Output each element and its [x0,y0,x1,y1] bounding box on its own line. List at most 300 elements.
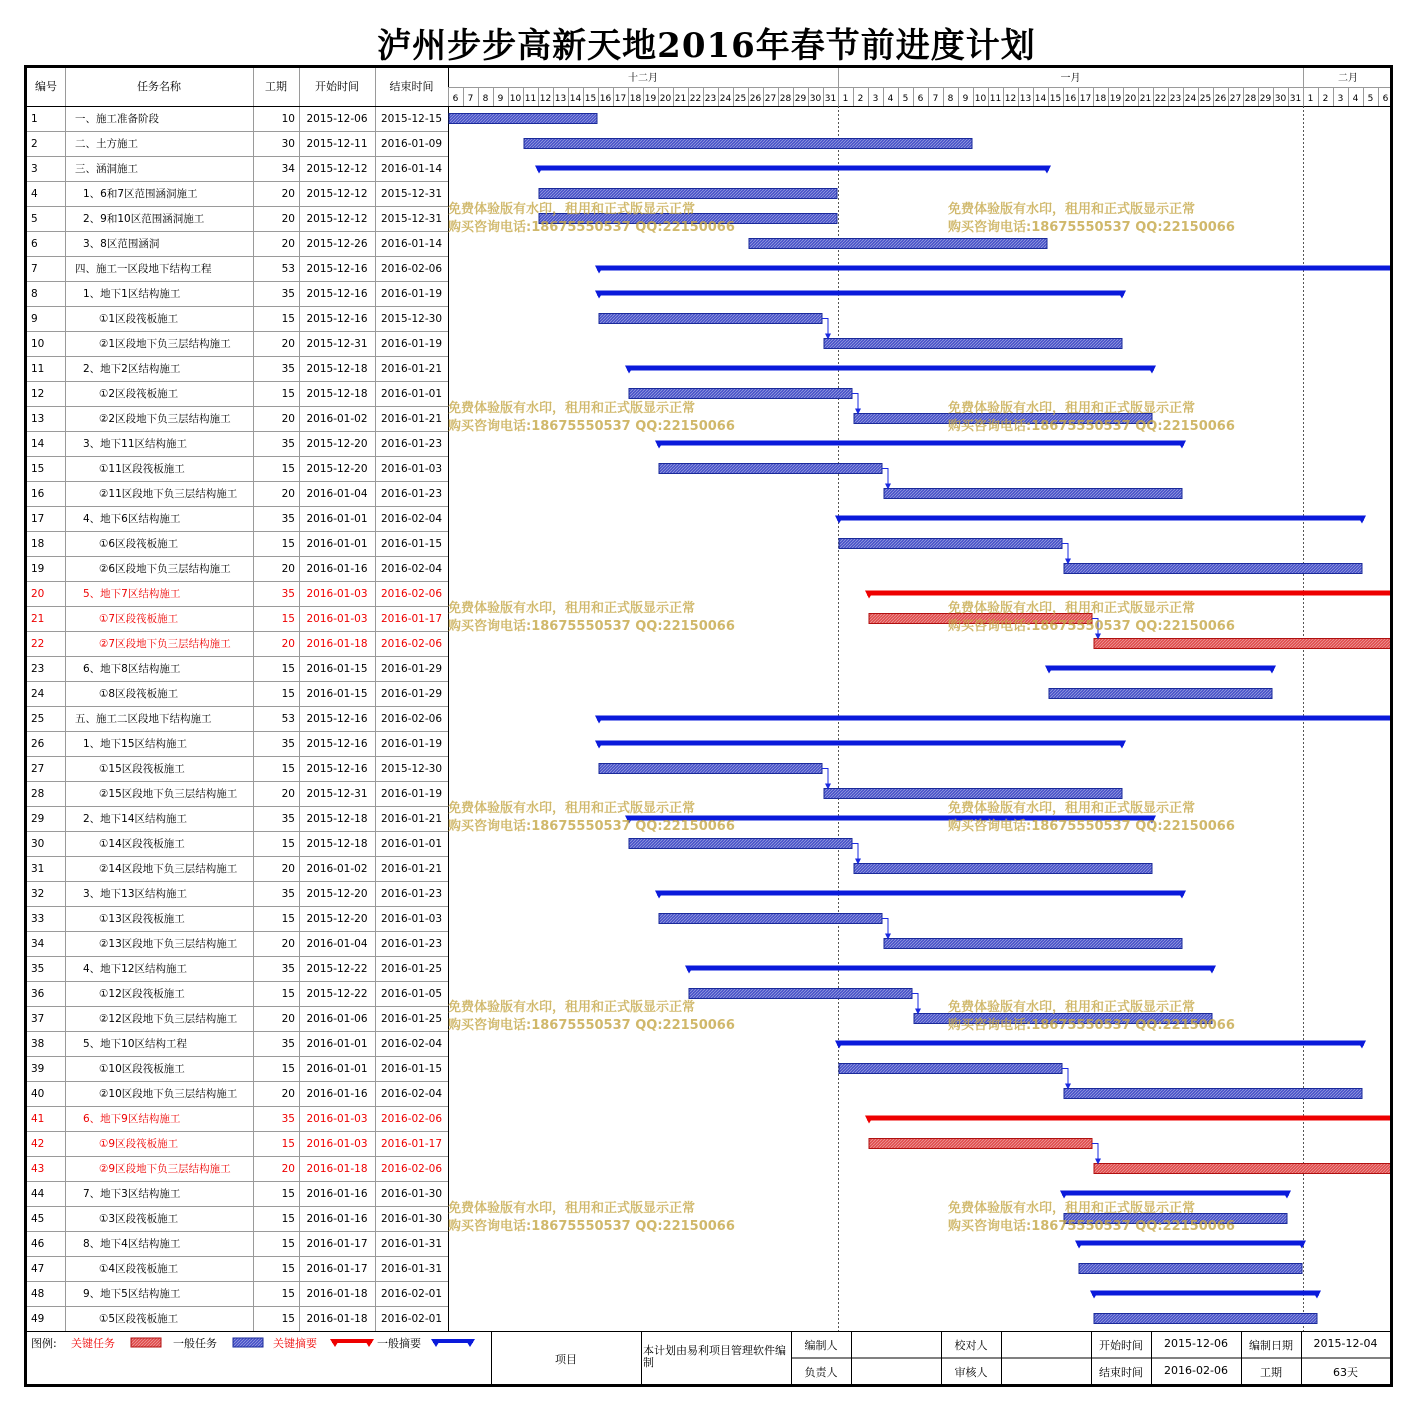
task-name: 2、地下2区结构施工 [83,363,181,375]
task-name: ①3区段筏板施工 [99,1213,179,1225]
watermark [948,800,1235,836]
task-start: 2015-12-16 [306,763,368,775]
watermark [448,1200,735,1236]
task-name: ①13区段筏板施工 [99,913,185,925]
task-duration: 10 [281,113,295,125]
legend-swatch-normal-task [233,1338,263,1347]
task-id: 43 [31,1163,45,1175]
dependency-link [882,919,888,936]
task-id: 31 [31,863,45,875]
task-end: 2016-01-19 [380,338,443,350]
task-duration: 35 [281,1113,295,1125]
task-start: 2015-12-20 [306,888,368,900]
task-start: 2016-01-03 [306,1113,368,1125]
task-end: 2016-02-06 [380,1113,443,1125]
task-name: 6、地下8区结构施工 [83,663,181,675]
watermark-line1: 免费体验版有水印，租用和正式版显示正常 [448,1201,696,1216]
task-duration: 15 [281,838,295,850]
day-label: 2 [1322,94,1329,104]
day-label: 8 [482,94,489,104]
day-label: 21 [1139,94,1152,104]
task-name: 9、地下5区结构施工 [83,1288,181,1300]
task-name: ②11区段地下负三层结构施工 [99,488,238,500]
end-value: 2016-02-06 [1164,1363,1228,1377]
task-duration: 20 [281,338,295,350]
task-bar [839,539,1062,549]
task-name: ②2区段地下负三层结构施工 [99,413,231,425]
watermark-line2: 购买咨询电话:18675550537 QQ:22150066 [948,1219,1235,1234]
task-duration: 15 [281,663,295,675]
task-name: 7、地下3区结构施工 [83,1188,181,1200]
task-end: 2016-01-29 [380,688,443,700]
task-start: 2016-01-15 [306,663,368,675]
day-label: 10 [509,94,522,104]
task-duration: 20 [281,563,295,575]
day-label: 10 [974,94,987,104]
task-name: ②7区段地下负三层结构施工 [99,638,231,650]
day-label: 17 [614,94,627,104]
date-label: 编制日期 [1249,1339,1293,1352]
task-end: 2016-01-31 [380,1263,443,1275]
task-end: 2016-02-01 [380,1288,443,1300]
watermark [448,400,735,436]
task-duration: 15 [281,1188,295,1200]
day-label: 23 [1169,94,1182,104]
summary-bar [627,366,1154,371]
dependency-link [912,994,918,1011]
task-end: 2016-01-21 [380,813,443,825]
task-id: 19 [31,563,45,575]
watermark [448,600,735,636]
task-duration: 30 [281,138,295,150]
task-duration: 15 [281,1313,295,1325]
task-name: ②9区段地下负三层结构施工 [99,1163,231,1175]
task-start: 2015-12-16 [306,713,368,725]
task-id: 42 [31,1138,45,1150]
task-start: 2015-12-12 [306,163,368,175]
day-label: 30 [1274,94,1287,104]
watermark-line1: 免费体验版有水印，租用和正式版显示正常 [948,1000,1196,1015]
day-label: 3 [872,94,879,104]
watermark-line2: 购买咨询电话:18675550537 QQ:22150066 [948,1018,1235,1033]
task-name: ①6区段筏板施工 [99,538,179,550]
task-end: 2016-01-15 [380,1063,443,1075]
task-end: 2016-01-29 [380,663,443,675]
day-label: 13 [1019,94,1032,104]
task-bar [539,189,837,199]
task-duration: 15 [281,763,295,775]
dependency-link [852,394,858,411]
task-start: 2015-12-20 [306,913,368,925]
day-label: 22 [689,94,702,104]
task-bar [629,389,852,399]
task-end: 2016-02-06 [380,263,443,275]
task-duration: 15 [281,1288,295,1300]
watermark [448,999,735,1035]
day-label: 18 [1094,94,1107,104]
task-end: 2016-01-30 [380,1213,443,1225]
task-id: 46 [31,1238,45,1250]
task-id: 8 [31,288,38,300]
task-end: 2016-01-23 [380,938,443,950]
day-label: 2 [857,94,864,104]
task-name: ①9区段筏板施工 [99,1138,179,1150]
watermark [948,600,1235,636]
task-id: 28 [31,788,45,800]
task-name: ②12区段地下负三层结构施工 [99,1013,238,1025]
legend-item-label: 一般摘要 [377,1337,421,1350]
day-label: 26 [1214,94,1227,104]
summary-bar [657,441,1184,446]
task-end: 2016-02-04 [380,1088,443,1100]
task-name: 1、地下15区结构施工 [83,738,188,750]
task-name: 5、地下10区结构工程 [83,1038,188,1050]
day-label: 27 [1229,94,1242,104]
task-bar [1094,639,1390,649]
task-duration: 15 [281,388,295,400]
day-label: 1 [842,94,849,104]
task-end: 2016-01-01 [380,838,443,850]
day-label: 17 [1079,94,1092,104]
task-start: 2015-12-16 [306,288,368,300]
task-duration: 20 [281,1013,295,1025]
task-start: 2015-12-18 [306,363,368,375]
task-duration: 20 [281,213,295,225]
day-label: 5 [902,94,909,104]
month-label: 十二月 [628,73,658,84]
watermark [448,800,735,836]
task-start: 2015-12-11 [306,138,368,150]
task-start: 2016-01-02 [306,413,368,425]
summary-bar [1047,666,1274,671]
day-label: 16 [599,94,612,104]
task-name: 三、涵洞施工 [75,163,138,175]
watermark-line1: 免费体验版有水印，租用和正式版显示正常 [948,401,1196,416]
day-label: 6 [917,94,924,104]
task-start: 2016-01-16 [306,1088,368,1100]
task-start: 2015-12-12 [306,213,368,225]
duration-value: 63天 [1333,1365,1358,1379]
task-start: 2016-01-01 [306,538,368,550]
day-label: 13 [554,94,567,104]
watermark [948,201,1235,237]
task-id: 10 [31,338,45,350]
task-start: 2015-12-22 [306,988,368,1000]
task-end: 2016-01-15 [380,538,443,550]
task-name: ①7区段筏板施工 [99,613,179,625]
task-bar [869,1139,1092,1149]
task-start: 2015-12-31 [306,788,368,800]
watermark-line1: 免费体验版有水印，租用和正式版显示正常 [448,601,696,616]
day-label: 15 [584,94,597,104]
end-label: 结束时间 [1099,1365,1143,1379]
task-duration: 20 [281,788,295,800]
task-name: 4、地下6区结构施工 [83,513,181,525]
summary-bar [597,291,1124,296]
day-label: 19 [1109,94,1122,104]
task-name: ②1区段地下负三层结构施工 [99,338,231,350]
task-name: 5、地下7区结构施工 [83,588,181,600]
legend-item-label: 关键任务 [71,1337,115,1350]
day-label: 23 [704,94,717,104]
task-id: 4 [31,188,38,200]
task-start: 2016-01-01 [306,513,368,525]
task-end: 2015-12-15 [380,113,443,125]
task-bar [839,1064,1062,1074]
task-name: 8、地下4区结构施工 [83,1238,181,1250]
task-start: 2015-12-22 [306,963,368,975]
watermark-line1: 免费体验版有水印，租用和正式版显示正常 [948,601,1196,616]
task-id: 40 [31,1088,45,1100]
task-name: 3、8区范围涵洞 [83,238,160,250]
task-duration: 15 [281,313,295,325]
start-label: 开始时间 [1099,1339,1143,1352]
task-start: 2016-01-17 [306,1238,368,1250]
task-id: 26 [31,738,45,750]
day-label: 3 [1337,94,1344,104]
watermark-line1: 免费体验版有水印，租用和正式版显示正常 [448,202,696,217]
task-start: 2015-12-16 [306,313,368,325]
summary-bar [867,591,1390,596]
task-start: 2015-12-26 [306,238,368,250]
task-end: 2016-01-23 [380,888,443,900]
task-id: 17 [31,513,45,525]
task-duration: 20 [281,863,295,875]
day-label: 27 [764,94,777,104]
task-start: 2015-12-31 [306,338,368,350]
task-end: 2016-02-06 [380,713,443,725]
task-start: 2016-01-03 [306,613,368,625]
header-id: 编号 [35,80,57,93]
summary-bar [837,1041,1364,1046]
day-label: 28 [779,94,792,104]
task-start: 2016-01-16 [306,1213,368,1225]
watermark-line2: 购买咨询电话:18675550537 QQ:22150066 [448,220,735,235]
task-bar [659,914,882,924]
task-name: ①8区段筏板施工 [99,688,179,700]
day-label: 24 [1184,94,1197,104]
task-end: 2016-01-03 [380,913,443,925]
day-label: 15 [1049,94,1062,104]
reviewer-label: 审核人 [954,1365,988,1379]
day-label: 12 [1004,94,1017,104]
task-start: 2016-01-03 [306,1138,368,1150]
task-duration: 35 [281,438,295,450]
summary-bar [837,516,1364,521]
date-value: 2015-12-04 [1313,1337,1378,1350]
day-label: 4 [1352,94,1359,104]
summary-bar [537,166,1049,171]
task-bar [599,764,822,774]
task-start: 2016-01-02 [306,863,368,875]
task-name: ①14区段筏板施工 [99,838,185,850]
legend-item-label: 关键摘要 [273,1337,317,1350]
task-end: 2016-01-19 [380,738,443,750]
task-name: ①1区段筏板施工 [99,313,179,325]
day-label: 25 [1199,94,1212,104]
task-end: 2016-01-21 [380,413,443,425]
task-duration: 35 [281,888,295,900]
task-duration: 35 [281,963,295,975]
task-name: ①11区段筏板施工 [99,463,185,475]
task-bar [659,464,882,474]
task-name: ①15区段筏板施工 [99,763,185,775]
day-label: 16 [1064,94,1077,104]
task-name: 3、地下13区结构施工 [83,888,188,900]
watermark-line2: 购买咨询电话:18675550537 QQ:22150066 [448,619,735,634]
task-duration: 15 [281,1238,295,1250]
watermark-line1: 免费体验版有水印，租用和正式版显示正常 [948,1201,1196,1216]
task-id: 35 [31,963,45,975]
task-duration: 34 [281,163,295,175]
task-duration: 20 [281,638,295,650]
task-bar [1049,689,1272,699]
day-label: 19 [644,94,657,104]
summary-bar [867,1116,1390,1121]
task-id: 30 [31,838,45,850]
task-duration: 15 [281,988,295,1000]
task-id: 13 [31,413,45,425]
summary-bar [1062,1191,1289,1196]
task-name: ②14区段地下负三层结构施工 [99,863,238,875]
day-label: 5 [1367,94,1374,104]
task-name: ②10区段地下负三层结构施工 [99,1088,238,1100]
task-bar [884,489,1182,499]
task-bar [824,789,1122,799]
task-name: 4、地下12区结构施工 [83,963,188,975]
task-id: 34 [31,938,45,950]
task-duration: 35 [281,1038,295,1050]
task-start: 2016-01-18 [306,1163,368,1175]
month-label: 二月 [1338,73,1358,84]
task-id: 2 [31,138,38,150]
watermark-line2: 购买咨询电话:18675550537 QQ:22150066 [948,619,1235,634]
task-bar [824,339,1122,349]
task-name: ①5区段筏板施工 [99,1313,179,1325]
task-bar [1094,1314,1317,1324]
owner-label: 负责人 [804,1365,838,1379]
task-id: 41 [31,1113,45,1125]
day-label: 6 [452,94,459,104]
header-duration: 工期 [265,80,287,93]
task-end: 2016-01-25 [380,1013,443,1025]
watermark [948,1200,1235,1236]
task-start: 2016-01-01 [306,1063,368,1075]
task-end: 2016-01-21 [380,363,443,375]
task-name: 6、地下9区结构施工 [83,1113,181,1125]
task-start: 2016-01-04 [306,938,368,950]
task-id: 1 [31,113,38,125]
start-value: 2015-12-06 [1164,1337,1228,1350]
task-end: 2016-01-17 [380,613,443,625]
day-label: 31 [1289,94,1302,104]
task-end: 2016-01-09 [380,138,443,150]
dependency-link [1092,1144,1098,1161]
task-start: 2015-12-12 [306,188,368,200]
task-start: 2015-12-18 [306,813,368,825]
task-name: ②15区段地下负三层结构施工 [99,788,238,800]
task-bar [689,989,912,999]
watermark-line1: 免费体验版有水印，租用和正式版显示正常 [948,801,1196,816]
task-id: 5 [31,213,38,225]
footer-note: 本计划由易利项目管理软件编制 [643,1344,786,1369]
task-end: 2016-01-17 [380,1138,443,1150]
watermark-line1: 免费体验版有水印，租用和正式版显示正常 [948,202,1196,217]
task-id: 38 [31,1038,45,1050]
task-start: 2015-12-20 [306,438,368,450]
task-end: 2015-12-31 [380,213,443,225]
task-id: 32 [31,888,45,900]
task-id: 44 [31,1188,45,1200]
task-bar [1064,1089,1362,1099]
task-bar [629,839,852,849]
legend-swatch-critical-task [131,1338,161,1347]
day-label: 26 [749,94,762,104]
watermark [948,400,1235,436]
day-label: 20 [1124,94,1137,104]
gantt-frame [24,65,1393,1387]
legend-label: 图例: [31,1337,57,1350]
task-duration: 15 [281,613,295,625]
task-name: 一、施工准备阶段 [75,113,159,125]
day-label: 29 [1259,94,1272,104]
legend-item-label: 一般任务 [173,1337,217,1350]
day-label: 1 [1307,94,1314,104]
task-name: 二、土方施工 [75,138,138,150]
header-start: 开始时间 [315,80,359,93]
watermark-line1: 免费体验版有水印，租用和正式版显示正常 [448,801,696,816]
day-label: 28 [1244,94,1257,104]
task-duration: 15 [281,1138,295,1150]
task-id: 18 [31,538,45,550]
task-name: 1、6和7区范围涵洞施工 [83,188,198,200]
task-id: 15 [31,463,45,475]
task-bar [1094,1164,1390,1174]
day-label: 9 [962,94,969,104]
task-duration: 20 [281,1163,295,1175]
task-duration: 53 [281,713,295,725]
task-start: 2015-12-18 [306,838,368,850]
task-start: 2015-12-16 [306,738,368,750]
watermark-line2: 购买咨询电话:18675550537 QQ:22150066 [948,819,1235,834]
task-id: 7 [31,263,38,275]
task-name: 四、施工一区段地下结构工程 [75,263,212,275]
task-start: 2015-12-06 [306,113,368,125]
task-end: 2016-02-01 [380,1313,443,1325]
task-start: 2015-12-20 [306,463,368,475]
dependency-link [822,769,828,786]
day-label: 11 [989,94,1002,104]
task-end: 2016-01-25 [380,963,443,975]
page-title: 泸州步步高新天地2016年春节前进度计划 [377,26,1036,66]
task-id: 45 [31,1213,45,1225]
day-label: 9 [497,94,504,104]
watermark-line1: 免费体验版有水印，租用和正式版显示正常 [448,1000,696,1015]
task-duration: 35 [281,513,295,525]
task-end: 2016-02-06 [380,588,443,600]
watermark-line1: 免费体验版有水印，租用和正式版显示正常 [448,401,696,416]
summary-bar [1077,1241,1304,1246]
task-id: 37 [31,1013,45,1025]
task-id: 23 [31,663,45,675]
task-end: 2015-12-30 [380,313,443,325]
task-end: 2016-01-19 [380,288,443,300]
task-duration: 35 [281,738,295,750]
task-duration: 15 [281,913,295,925]
day-label: 7 [932,94,939,104]
task-name: ②13区段地下负三层结构施工 [99,938,238,950]
task-id: 20 [31,588,45,600]
